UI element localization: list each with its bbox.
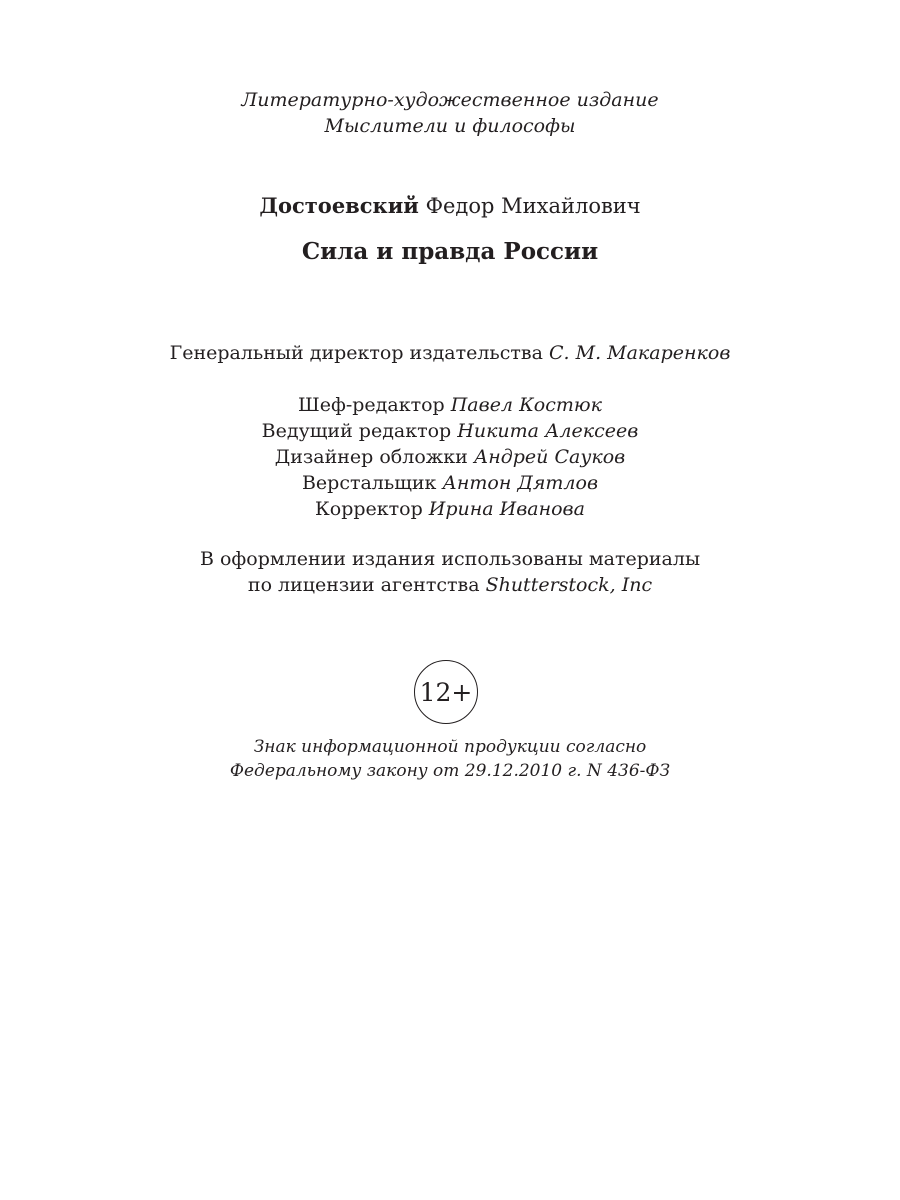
materials-line-2	[0, 576, 900, 595]
age-rating-badge	[414, 660, 478, 724]
series-name: Мыслители и философы	[324, 115, 576, 137]
credit-role: Верстальщик	[301, 472, 437, 494]
credit-line	[0, 448, 900, 467]
author-name	[0, 195, 900, 217]
credit-line	[0, 396, 900, 415]
credit-role: Ведущий редактор	[261, 420, 452, 442]
credit-name: Ирина Иванова	[428, 498, 585, 520]
credit-name: Андрей Сауков	[473, 446, 626, 468]
notice-line-1: Знак информационной продукции согласно	[253, 737, 647, 757]
credit-name: Никита Алексеев	[457, 420, 639, 442]
book-title: Сила и правда России	[301, 238, 599, 265]
materials-license-text: по лицензии агентства	[247, 574, 480, 596]
director-name: С. М. Макаренков	[549, 342, 731, 364]
credit-role: Дизайнер обложки	[274, 446, 468, 468]
author-surname: Достоевский	[259, 193, 419, 218]
age-rating-label: 12+	[419, 677, 473, 707]
materials-line-1: В оформлении издания использованы материалы	[199, 548, 701, 570]
credit-name: Антон Дятлов	[442, 472, 599, 494]
credit-role: Шеф-редактор	[298, 394, 445, 416]
credit-role: Корректор	[315, 498, 423, 520]
author-given-names: Федор Михайлович	[425, 194, 641, 218]
credit-line	[0, 500, 900, 519]
series-genre: Литературно-художественное издание	[241, 89, 659, 111]
director-line	[0, 344, 900, 363]
credit-line	[0, 422, 900, 441]
credit-line	[0, 474, 900, 493]
director-role: Генеральный директор издательства	[169, 342, 543, 364]
notice-line-2: Федеральному закону от 29.12.2010 г. N 436-ФЗ	[229, 761, 671, 781]
materials-agency: Shutterstock, Inc	[485, 574, 653, 596]
credit-name: Павел Костюк	[450, 394, 602, 416]
